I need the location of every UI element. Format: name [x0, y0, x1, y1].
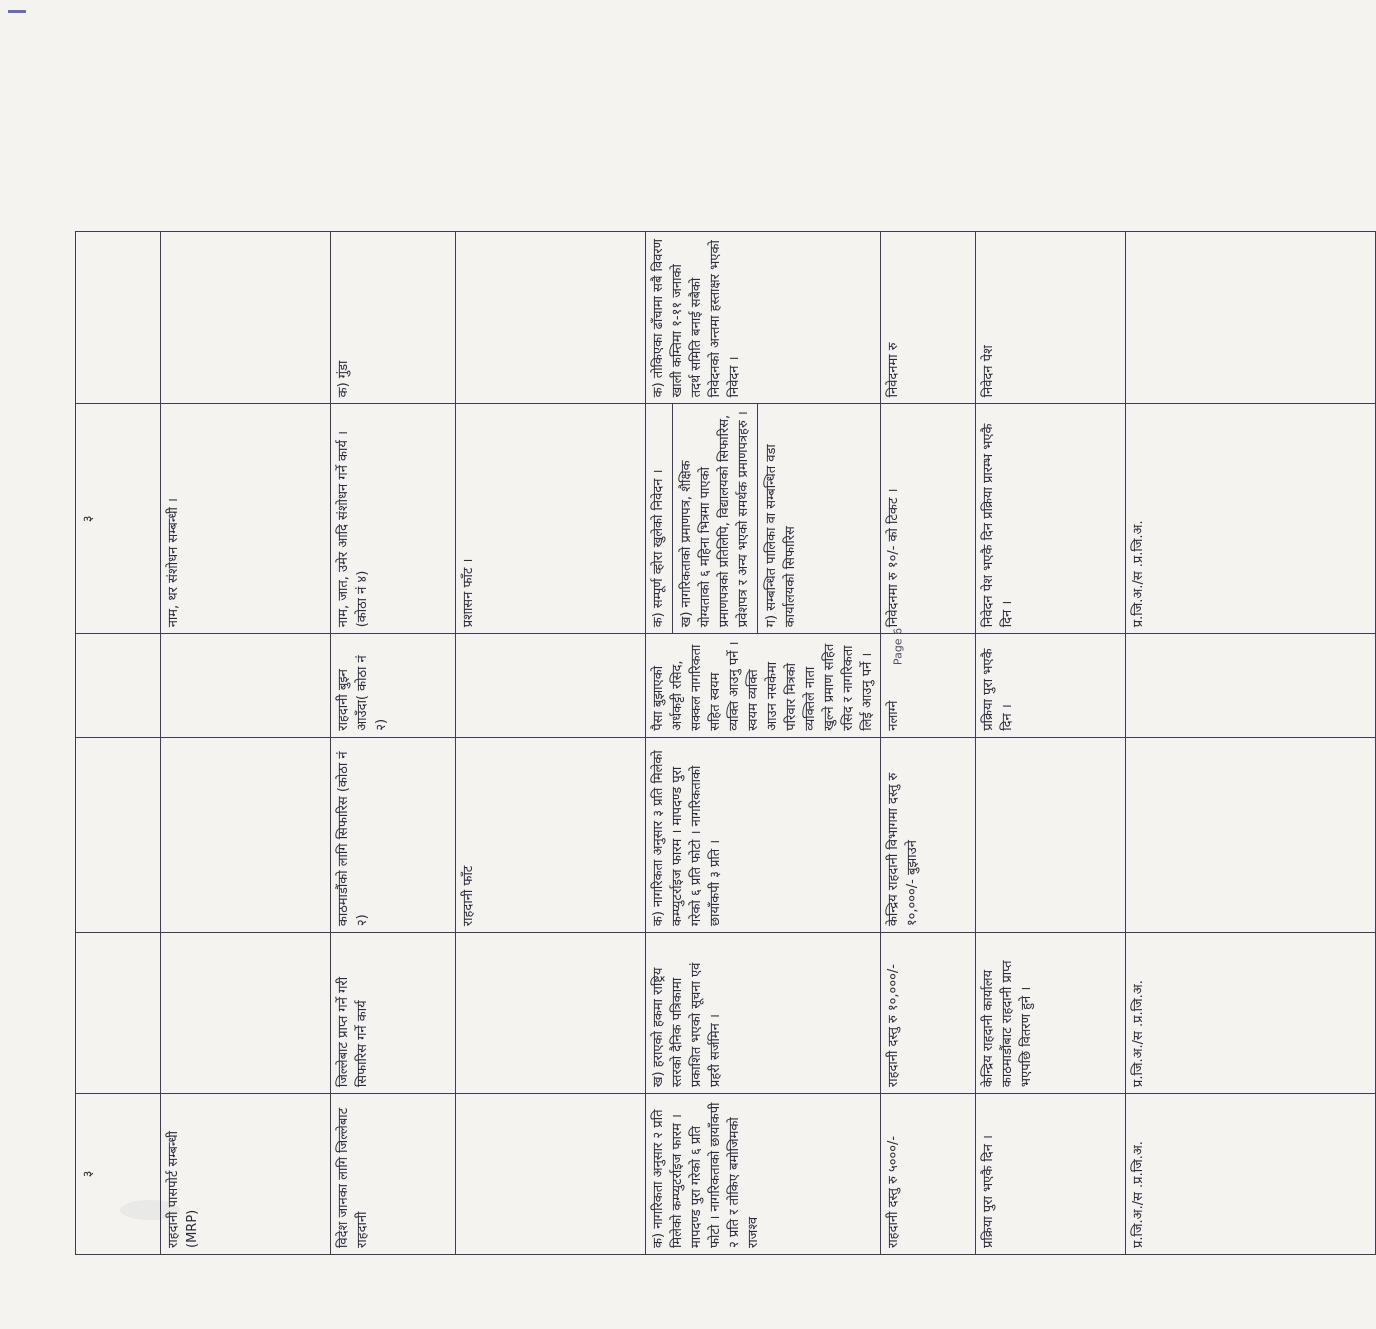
serial-number-cell: [76, 737, 161, 932]
time-cell: [976, 404, 1126, 634]
documents-cell: [646, 933, 881, 1094]
service-cell-text: राहदानी बुझ्न आउँदा( कोठा नं २): [336, 655, 389, 731]
office-cell: [456, 1094, 646, 1255]
document-requirement: ख) हराएको हकमा राष्ट्रिय स्तरको दैनिक पत्रिकामा प्रकाशित भएको सूचना एवं प्रहरी सर्जमिन ।: [651, 962, 723, 1088]
serial-number-cell-text: ३: [81, 515, 96, 523]
field-row-docs: [646, 71, 881, 1255]
document-requirement: पैसा बुझाएको अर्धकट्टी रसिद, सक्कल नागरिकता सहित स्वयम व्यक्ति आउनु पर्ने । स्वयम व्यक्ति आउन नसकेमा परिवार मित्रको व्यक्तिले नाता खुल्ने प्रमाण सहित रसिद र नागरिकता लिई आउनु पर्ने ।: [651, 641, 875, 731]
time-cell: [976, 231, 1126, 403]
category-cell: [161, 404, 331, 634]
officer-cell-text: प्र.जि.अ./स .प्र.जि.अ.: [1131, 980, 1146, 1088]
fee-cell-text: निवेदनमा रु १०/- को टिकट ।: [886, 488, 901, 628]
category-cell-text: नाम, थर संशोधन सम्बन्धी ।: [166, 498, 181, 628]
time-cell: [976, 634, 1126, 737]
officer-cell: [1126, 231, 1376, 403]
document-requirement: ग) सम्बन्धित पालिका वा सम्बन्धित वडा कार्यालयको सिफारिस: [757, 404, 800, 633]
office-cell-text: राहदानी फाँट: [461, 865, 476, 927]
office-cell: [456, 231, 646, 403]
service-cell-text: जिल्लेबाट प्राप्त गर्ने गरी सिफारिस गर्ने कार्य: [336, 976, 370, 1088]
category-cell: [161, 231, 331, 403]
documents-cell: [646, 737, 881, 932]
documents-cell: [646, 634, 881, 737]
document-requirement: क) सम्पूर्ण व्होरा खुलेको निवेदन ।: [651, 469, 666, 628]
field-row-office: [456, 71, 646, 1255]
fee-cell-text: निवेदनमा रु: [886, 342, 901, 398]
time-cell-text: निवेदन पेश भएकै दिन प्रक्रिया प्रारम्भ भएकै दिन ।: [981, 423, 1015, 628]
time-cell: [976, 1094, 1126, 1255]
fee-cell: [881, 404, 976, 634]
time-cell-text: प्रक्रिया पुरा भएकै दिन ।: [981, 648, 1015, 731]
category-cell: [161, 1094, 331, 1255]
time-cell-text: प्रक्रिया पुरा भएकै दिन ।: [981, 1135, 996, 1248]
category-cell: [161, 737, 331, 932]
officer-cell-text: प्र.जि.अ./स .प्र.जि.अ.: [1131, 520, 1146, 628]
page-number: Page 6: [891, 627, 905, 666]
service-cell: [331, 231, 456, 403]
service-cell: [331, 404, 456, 634]
officer-cell: [1126, 737, 1376, 932]
fee-cell-text: नलाग्ने: [886, 700, 901, 731]
document-requirement: क) नागरिकता अनुसार ३ प्रति मिलेको कम्प्युटर्राइज फारम । मापदण्ड पुरा गरेको ६ प्रति फोटो । नागरिकताको छायाँकपी ३ प्रति ।: [651, 750, 723, 927]
office-cell: [456, 634, 646, 737]
officer-cell: [1126, 1094, 1376, 1255]
category-cell: [161, 634, 331, 737]
fee-cell-text: केन्द्रिय राहदानी विभागमा दस्तु रु १०,०००/- बुझाउने: [886, 772, 920, 927]
time-cell-text: निवेदन पेश: [981, 345, 996, 398]
fee-cell: [881, 231, 976, 403]
document-requirement: ख) नागरिकताको प्रमाणपत्र, शैक्षिक योग्यताको ६ महिना भित्रमा पाएको प्रमाणपत्रको प्रतिलिपि, विद्यालयको सिफारिस, प्रवेशपत्र र अन्य भएको समर्थक प्रमाणपत्रहरु ।: [672, 404, 753, 633]
service-cell: [331, 737, 456, 932]
serial-number-cell: [76, 933, 161, 1094]
office-cell: [456, 404, 646, 634]
officer-cell-text: प्र.जि.अ./स .प्र.जि.अ.: [1131, 1141, 1146, 1248]
time-cell: [976, 933, 1126, 1094]
fee-cell: [881, 933, 976, 1094]
serial-number-cell: [76, 1094, 161, 1255]
officer-cell: [1126, 634, 1376, 737]
documents-cell: [646, 1094, 881, 1255]
documents-cell: [646, 231, 881, 403]
office-cell-text: प्रशासन फाँट ।: [461, 558, 476, 628]
category-cell-text: राहदानी पासपोर्ट सम्बन्धी (MRP): [166, 1131, 200, 1248]
service-cell: [331, 634, 456, 737]
officer-cell: [1126, 404, 1376, 634]
serial-number-cell: [76, 634, 161, 737]
serial-number-cell: [76, 404, 161, 634]
time-cell: [976, 737, 1126, 932]
service-cell-text: विदेश जानका लागि जिल्लेबाट राहदानी: [336, 1107, 370, 1248]
serial-number-cell: [76, 231, 161, 403]
fee-cell-text: राहदानी दस्तु रु १०,०००/-: [886, 964, 901, 1088]
field-row-officer: [1126, 71, 1376, 1255]
services-table: [75, 70, 1376, 1255]
documents-cell: [646, 404, 881, 634]
field-row-category: [161, 71, 331, 1255]
office-cell: [456, 737, 646, 932]
document-requirement: क) नागरिकता अनुसार २ प्रति मिलेको कम्प्युटर्राइज फारम । मापदण्ड पुरा गरेको ६ प्रति फोटो । नागरिकताको छायाँकपी २ प्रति र तोकिए बमोजिमको राजश्व: [651, 1102, 761, 1248]
field-row-time: [976, 71, 1126, 1255]
top-edge-mark: [8, 10, 26, 13]
office-cell: [456, 933, 646, 1094]
serial-number-cell-text: ३: [81, 1170, 96, 1178]
service-cell-text: नाम, जात, उमेर आदि संशोधन गर्ने कार्य । (कोठा नं ४): [336, 430, 370, 628]
officer-cell: [1126, 933, 1376, 1094]
document-requirement: क) तोकिएका ढाँचामा सबै विवरण खाली कम्तिमा १-११ जनाको तदर्थ समिति बनाई सबैको निवेदनको अन्तमा हस्ताक्षर भएको निवेदन ।: [651, 238, 742, 398]
service-cell: [331, 933, 456, 1094]
category-cell: [161, 933, 331, 1094]
field-row-sn: [76, 71, 161, 1255]
fee-cell: [881, 737, 976, 932]
service-cell-text: क) गुंडा: [336, 360, 351, 398]
fee-cell: [881, 1094, 976, 1255]
time-cell-text: केन्द्रिय राहदानी कार्यालय काठमाडौंबाट राहदानी प्राप्त भएपछि वितरण हुने ।: [981, 960, 1034, 1088]
service-cell: [331, 1094, 456, 1255]
fee-cell-text: राहदानी दस्तु रु ५०००/-: [886, 1135, 901, 1248]
field-row-service: [331, 71, 456, 1255]
service-cell-text: काठमाडौंको लागि सिफारिस (कोठा नं २): [336, 751, 370, 927]
